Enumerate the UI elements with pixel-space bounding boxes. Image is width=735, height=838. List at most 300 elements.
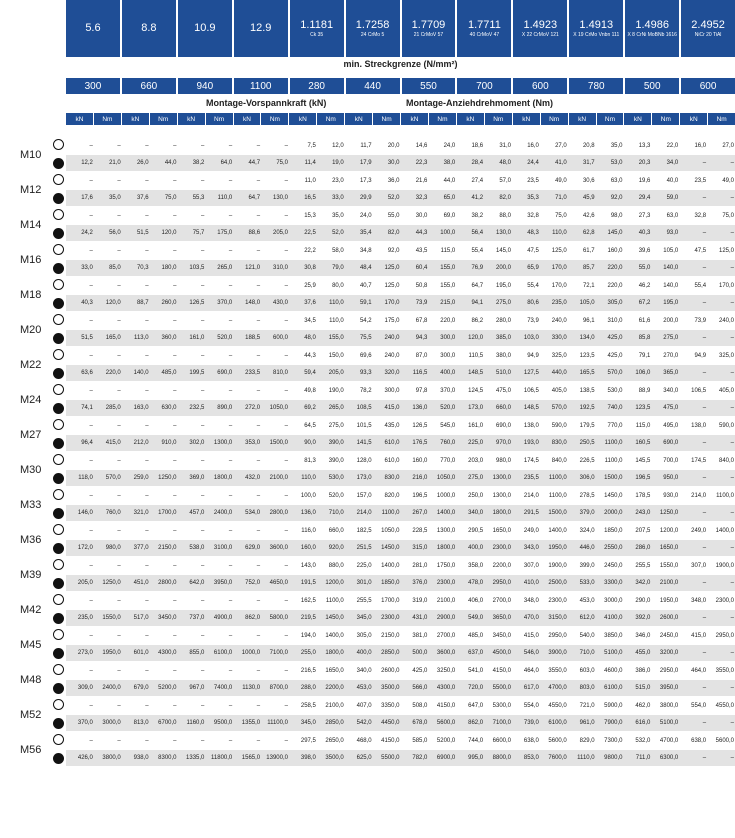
value-cell: 100,0 [300, 493, 316, 499]
value-cell: 700,0 [663, 458, 679, 464]
value-cell: 980,0 [105, 545, 121, 551]
value-cell: 4150,0 [492, 668, 511, 674]
value-cell: 233,5 [245, 370, 261, 376]
grade-cell [66, 0, 120, 57]
yield-strength-cell: 940 [178, 78, 232, 94]
grade-designation: 40 CrMoV 47 [469, 31, 500, 38]
value-cell: – [117, 318, 121, 324]
value-cell: 110,0 [329, 300, 344, 306]
data-row-filled [66, 505, 735, 521]
value-cell: 63,6 [81, 370, 93, 376]
value-cell: – [173, 283, 177, 289]
value-cell: – [228, 213, 233, 219]
value-cell: – [730, 405, 734, 411]
value-cell: – [89, 563, 93, 569]
value-cell: 52,0 [332, 230, 344, 236]
data-row-filled [66, 225, 735, 241]
value-cell: 464,0 [691, 668, 707, 674]
value-cell: 425,0 [412, 668, 428, 674]
value-cell: – [702, 720, 707, 726]
data-row-open [66, 173, 735, 189]
open-circle-icon [53, 664, 64, 675]
value-cell: 138,5 [579, 388, 595, 394]
grade-designation: X 19 CrMo Vnbn 111 [573, 31, 620, 38]
data-row-filled [66, 190, 735, 206]
value-cell: – [201, 318, 205, 324]
value-cell: – [730, 580, 734, 586]
grade-name: 1.7709 [411, 18, 446, 31]
value-cell: 840,0 [551, 458, 567, 464]
value-cell: 40,0 [666, 178, 679, 184]
filled-circle-icon [53, 718, 64, 729]
value-cell: 165,0 [105, 335, 121, 341]
filled-circle-icon [53, 158, 64, 169]
value-cell: 638,0 [691, 738, 707, 744]
value-cell: 170,0 [551, 283, 567, 289]
value-cell: 1300,0 [492, 475, 511, 481]
data-row-open [66, 208, 735, 224]
value-cell: 1100,0 [325, 598, 344, 604]
data-row-open [66, 663, 735, 679]
unit-kn-cell: kN [345, 113, 372, 125]
value-cell: 235,0 [551, 300, 567, 306]
value-cell: 455,0 [635, 650, 651, 656]
value-cell: 2300,0 [381, 615, 400, 621]
value-cell: – [228, 493, 233, 499]
value-cell: 105,0 [663, 248, 679, 254]
value-cell: 65,9 [527, 265, 539, 271]
value-cell: 301,0 [356, 580, 372, 586]
grade-name: 1.1181 [300, 18, 334, 31]
value-cell: 19,6 [638, 178, 651, 184]
value-cell: 110,0 [552, 230, 567, 236]
value-cell: 690,0 [495, 423, 511, 429]
value-cell: 29,4 [638, 195, 651, 201]
value-cell: 23,0 [332, 178, 344, 184]
value-cell: 1200,0 [659, 528, 679, 534]
value-cell: 37,6 [304, 300, 316, 306]
value-cell: – [89, 213, 93, 219]
value-cell: 3550,0 [548, 668, 567, 674]
value-cell: – [730, 440, 734, 446]
value-cell: 612,0 [579, 615, 595, 621]
value-cell: 11,4 [304, 160, 316, 166]
value-cell: 570,0 [607, 370, 623, 376]
value-cell: 6900,0 [436, 755, 456, 761]
value-cell: 2300,0 [715, 598, 734, 604]
grade-name: 12.9 [250, 22, 272, 34]
thread-size-label: M30 [20, 464, 42, 476]
value-cell: 220,0 [607, 265, 623, 271]
value-cell: 160,0 [607, 248, 623, 254]
value-cell: 840,0 [718, 458, 734, 464]
value-cell: 125,0 [551, 248, 567, 254]
value-cell: 4900,0 [213, 615, 233, 621]
value-cell: – [201, 703, 205, 709]
value-cell: 2100,0 [436, 598, 456, 604]
value-cell: – [256, 353, 261, 359]
value-cell: 49,8 [304, 388, 316, 394]
value-cell: 72,1 [582, 283, 595, 289]
value-cell: 415,0 [384, 405, 400, 411]
value-cell: 150,0 [328, 353, 344, 359]
value-cell: 660,0 [495, 405, 511, 411]
value-cell: 127,5 [523, 370, 539, 376]
value-cell: 113,0 [134, 335, 149, 341]
value-cell: 2300,0 [548, 598, 567, 604]
value-cell: 69,6 [359, 353, 372, 359]
value-cell: 82,0 [387, 230, 400, 236]
value-cell: – [284, 283, 288, 289]
value-cell: 4600,0 [604, 668, 623, 674]
value-cell: 191,5 [300, 580, 316, 586]
value-cell: 616,0 [635, 720, 651, 726]
value-cell: 803,0 [579, 685, 595, 691]
value-cell: 100,0 [440, 230, 456, 236]
value-cell: 4650,0 [269, 580, 288, 586]
value-cell: 88,7 [136, 300, 149, 306]
value-cell: 123,5 [635, 405, 651, 411]
value-cell: 205,0 [272, 230, 288, 236]
value-cell: 325,0 [718, 353, 734, 359]
value-cell: 92,0 [387, 248, 400, 254]
value-cell: 59,4 [304, 370, 316, 376]
value-cell: 319,0 [412, 598, 428, 604]
value-cell: 6600,0 [492, 738, 511, 744]
value-cell: – [89, 143, 93, 149]
thread-size-label: M12 [20, 184, 42, 196]
value-cell: 94,9 [527, 353, 539, 359]
value-cell: 19,0 [332, 160, 344, 166]
value-cell: 5900,0 [604, 703, 623, 709]
value-cell: 235,5 [523, 475, 539, 481]
value-cell: 42,6 [582, 213, 595, 219]
value-cell: 7600,0 [548, 755, 567, 761]
value-cell: 195,0 [495, 283, 511, 289]
value-cell: 115,0 [635, 423, 651, 429]
value-cell: 88,9 [638, 388, 651, 394]
value-cell: 188,5 [245, 335, 261, 341]
value-cell: 554,0 [691, 703, 707, 709]
value-cell: 97,8 [415, 388, 428, 394]
value-cell: 11800,0 [211, 755, 233, 761]
value-cell: 376,0 [412, 580, 428, 586]
value-cell: 430,0 [272, 300, 288, 306]
value-cell: 178,5 [635, 493, 651, 499]
force-torque-label-row [66, 97, 735, 110]
value-cell: 980,0 [495, 458, 511, 464]
value-cell: 69,0 [443, 213, 456, 219]
value-cell: 44,0 [164, 160, 177, 166]
value-cell: – [284, 668, 288, 674]
value-cell: 56,4 [471, 230, 484, 236]
value-cell: 28,4 [471, 160, 484, 166]
value-cell: 80,6 [527, 300, 539, 306]
thread-size-group [0, 383, 735, 418]
data-row-filled [66, 435, 735, 451]
value-cell: – [702, 510, 707, 516]
value-cell: 240,0 [718, 318, 734, 324]
value-cell: – [284, 248, 288, 254]
value-cell: 5600,0 [548, 738, 567, 744]
value-cell: – [702, 685, 707, 691]
value-cell: 446,0 [579, 545, 595, 551]
value-cell: 2200,0 [492, 563, 511, 569]
value-cell: 290,0 [635, 598, 651, 604]
value-cell: 1500,0 [269, 440, 288, 446]
value-cell: 125,0 [718, 248, 734, 254]
value-cell: 7400,0 [213, 685, 233, 691]
yield-strength-cell: 550 [402, 78, 456, 94]
value-cell: 478,0 [468, 580, 484, 586]
thread-size-group [0, 418, 735, 453]
value-cell: 3100,0 [213, 545, 233, 551]
value-cell: 1160,0 [186, 720, 205, 726]
value-cell: 250,0 [468, 493, 484, 499]
value-cell: 637,0 [468, 650, 484, 656]
value-cell: 617,0 [523, 685, 539, 691]
value-cell: 220,0 [105, 370, 121, 376]
value-cell: – [730, 510, 734, 516]
value-cell: – [730, 545, 734, 551]
value-cell: 30,6 [582, 178, 595, 184]
value-cell: 3850,0 [604, 633, 623, 639]
thread-size-label: M10 [20, 149, 42, 161]
value-cell: – [173, 248, 177, 254]
value-cell: – [89, 493, 93, 499]
unit-kn-cell: kN [234, 113, 261, 125]
value-cell: – [730, 300, 734, 306]
tightening-torque-label: Montage-Anziehdrehmoment (Nm) [406, 98, 553, 108]
value-cell: 967,0 [189, 685, 205, 691]
value-cell: – [256, 423, 261, 429]
yield-strength-cell: 600 [513, 78, 567, 94]
value-cell: 431,0 [412, 615, 428, 621]
value-cell: 610,0 [384, 458, 400, 464]
value-cell: 590,0 [718, 423, 734, 429]
value-cell: – [702, 650, 707, 656]
value-cell: 400,0 [468, 545, 484, 551]
open-circle-icon [53, 699, 64, 710]
data-row-filled [66, 400, 735, 416]
value-cell: – [201, 598, 205, 604]
value-cell: 291,5 [523, 510, 539, 516]
value-cell: 3000,0 [604, 598, 623, 604]
data-row-filled [66, 750, 735, 766]
value-cell: 4150,0 [436, 703, 456, 709]
value-cell: – [256, 178, 261, 184]
value-cell: 205,0 [328, 370, 344, 376]
value-cell: 829,0 [579, 738, 595, 744]
value-cell: 48,0 [304, 335, 316, 341]
value-cell: 110,0 [329, 318, 344, 324]
value-cell: – [145, 633, 149, 639]
value-cell: – [201, 248, 205, 254]
value-cell: – [145, 598, 149, 604]
value-cell: 1450,0 [381, 545, 400, 551]
value-cell: 570,0 [551, 405, 567, 411]
value-cell: 8800,0 [492, 755, 511, 761]
value-cell: – [117, 563, 121, 569]
value-cell: 3000,0 [102, 720, 121, 726]
value-cell: – [702, 580, 707, 586]
value-cell: 642,0 [189, 580, 205, 586]
value-cell: 272,0 [245, 405, 261, 411]
value-cell: 128,0 [356, 458, 372, 464]
value-cell: 125,0 [384, 265, 400, 271]
value-cell: 6300,0 [659, 755, 679, 761]
value-cell: – [145, 563, 149, 569]
value-cell: 538,0 [189, 545, 205, 551]
value-cell: 8700,0 [269, 685, 288, 691]
value-cell: – [702, 475, 707, 481]
value-cell: 88,0 [499, 213, 511, 219]
value-cell: 226,5 [579, 458, 595, 464]
data-row-filled [66, 155, 735, 171]
value-cell: – [702, 160, 707, 166]
thread-size-group [0, 173, 735, 208]
value-cell: – [145, 248, 149, 254]
yield-strength-cell: 280 [290, 78, 344, 94]
value-cell: 737,0 [189, 615, 205, 621]
value-cell: 41,2 [471, 195, 484, 201]
value-cell: – [256, 248, 261, 254]
value-cell: 148,0 [245, 300, 261, 306]
value-cell: 125,0 [384, 283, 400, 289]
value-cell: 21,6 [415, 178, 428, 184]
value-cell: 862,0 [468, 720, 484, 726]
thread-size-group [0, 663, 735, 698]
value-cell: 192,5 [579, 405, 595, 411]
value-cell: 2300,0 [492, 545, 511, 551]
value-cell: – [89, 633, 93, 639]
value-cell: 23,5 [694, 178, 707, 184]
value-cell: 1400,0 [715, 528, 734, 534]
value-cell: 26,0 [136, 160, 149, 166]
value-cell: 462,0 [635, 703, 651, 709]
value-cell: 67,2 [638, 300, 651, 306]
value-cell: – [145, 318, 149, 324]
value-cell: 161,0 [468, 423, 484, 429]
value-cell: 1750,0 [436, 563, 456, 569]
value-cell: 435,0 [384, 423, 400, 429]
value-cell: – [228, 528, 233, 534]
filled-circle-icon [53, 228, 64, 239]
value-cell: 57,0 [499, 178, 511, 184]
value-cell: 325,0 [551, 353, 567, 359]
filled-circle-icon [53, 508, 64, 519]
value-cell: 660,0 [328, 528, 344, 534]
value-cell: 11,0 [304, 178, 316, 184]
value-cell: – [201, 178, 205, 184]
value-cell: 630,0 [161, 405, 177, 411]
value-cell: 3600,0 [436, 650, 456, 656]
value-cell: 6100,0 [548, 720, 567, 726]
value-cell: – [228, 598, 233, 604]
value-cell: 400,0 [356, 650, 372, 656]
value-cell: 40,7 [359, 283, 372, 289]
value-cell: 48,4 [359, 265, 372, 271]
value-cell: 55,0 [387, 213, 400, 219]
value-cell: 235,0 [77, 615, 93, 621]
value-cell: 340,0 [468, 510, 484, 516]
value-cell: – [256, 318, 261, 324]
value-cell: 118,0 [78, 475, 93, 481]
value-cell: 1900,0 [715, 563, 734, 569]
value-cell: 533,0 [579, 580, 595, 586]
thread-size-group [0, 453, 735, 488]
value-cell: – [284, 143, 288, 149]
value-cell: 1000,0 [241, 650, 261, 656]
value-cell: 910,0 [161, 440, 177, 446]
value-cell: 55,4 [527, 283, 539, 289]
value-cell: 2600,0 [381, 668, 400, 674]
value-cell: 1950,0 [548, 545, 567, 551]
thread-size-group [0, 558, 735, 593]
value-cell: 3600,0 [269, 545, 288, 551]
value-cell: 138,0 [523, 423, 539, 429]
open-circle-icon [53, 629, 64, 640]
data-row-open [66, 733, 735, 749]
value-cell: 21,0 [109, 160, 121, 166]
open-circle-icon [53, 314, 64, 325]
yield-strength-cell: 300 [66, 78, 120, 94]
value-cell: 110,0 [301, 475, 316, 481]
value-cell: 1300,0 [213, 440, 233, 446]
open-circle-icon [53, 139, 64, 150]
value-cell: 124,5 [468, 388, 484, 394]
grade-cell [681, 0, 735, 57]
value-cell: – [256, 388, 261, 394]
unit-nm-cell: Nm [94, 113, 121, 125]
value-cell: 1400,0 [436, 510, 456, 516]
value-cell: 2800,0 [269, 510, 288, 516]
value-cell: – [730, 650, 734, 656]
value-cell: 165,5 [579, 370, 595, 376]
value-cell: – [284, 353, 288, 359]
value-cell: 302,0 [189, 440, 205, 446]
value-cell: – [284, 318, 288, 324]
value-cell: 390,0 [328, 458, 344, 464]
data-row-open [66, 243, 735, 259]
data-row-filled [66, 715, 735, 731]
value-cell: 1950,0 [659, 598, 679, 604]
value-cell: 194,0 [300, 633, 316, 639]
value-cell: – [173, 388, 177, 394]
data-row-open [66, 558, 735, 574]
value-cell: 590,0 [551, 423, 567, 429]
value-cell: 120,0 [105, 300, 121, 306]
value-cell: 39,6 [638, 248, 651, 254]
data-row-filled [66, 540, 735, 556]
value-cell: – [89, 388, 93, 394]
value-cell: 1100,0 [548, 493, 567, 499]
value-cell: 2550,0 [604, 545, 623, 551]
value-cell: – [117, 598, 121, 604]
grade-name: 5.6 [85, 22, 101, 34]
value-cell: 752,0 [245, 580, 261, 586]
value-cell: 3500,0 [325, 755, 344, 761]
value-cell: 1250,0 [102, 580, 121, 586]
value-cell: 170,0 [551, 265, 567, 271]
value-cell: 517,0 [133, 615, 149, 621]
value-cell: 121,0 [245, 265, 261, 271]
value-cell: 80,0 [332, 283, 344, 289]
value-cell: 2850,0 [325, 720, 344, 726]
value-cell: – [730, 615, 734, 621]
value-cell: – [730, 720, 734, 726]
value-cell: 534,0 [245, 510, 261, 516]
